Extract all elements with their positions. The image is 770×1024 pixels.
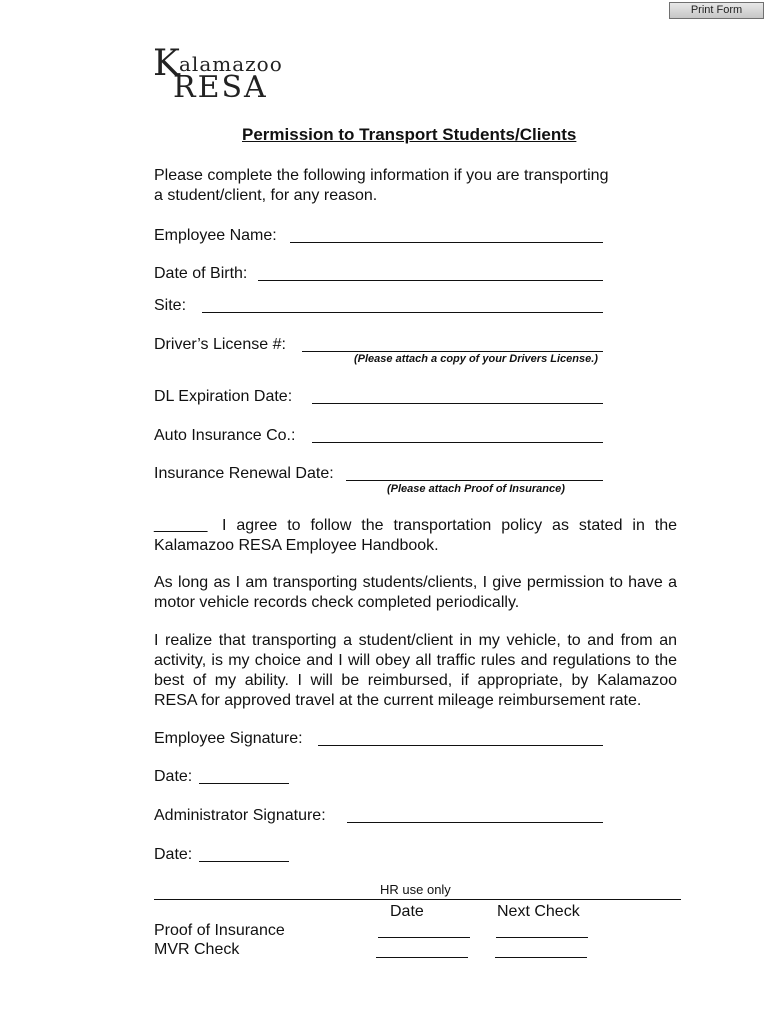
site-field[interactable] bbox=[202, 296, 603, 313]
intro-line-1: Please complete the following information if you are transporting bbox=[154, 167, 609, 184]
date-label-1: Date: bbox=[154, 768, 193, 785]
dob-field[interactable] bbox=[258, 264, 603, 281]
admin-signature-label: Administrator Signature: bbox=[154, 807, 326, 824]
intro-line-2: a student/client, for any reason. bbox=[154, 187, 378, 204]
logo-initial: K bbox=[153, 43, 180, 84]
agreement-blank[interactable]: ______ bbox=[154, 516, 208, 533]
hr-section bbox=[154, 880, 681, 970]
date-label-2: Date: bbox=[154, 846, 193, 863]
mvr-check-next-check-field[interactable] bbox=[495, 941, 587, 958]
dl-expiration-field[interactable] bbox=[312, 387, 603, 404]
auto-insurance-field[interactable] bbox=[312, 426, 603, 443]
hr-row-proof-label: Proof of Insurance bbox=[154, 922, 285, 939]
hr-row-mvr-label: MVR Check bbox=[154, 941, 240, 958]
kalamazoo-resa-logo bbox=[153, 43, 283, 105]
page-title: Permission to Transport Students/Clients bbox=[242, 125, 577, 144]
admin-signature-field[interactable] bbox=[347, 806, 603, 823]
hr-col-date: Date bbox=[390, 903, 424, 920]
insurance-note: (Please attach Proof of Insurance) bbox=[387, 483, 565, 495]
employee-signature-field[interactable] bbox=[318, 729, 603, 746]
logo-resa: RESA bbox=[173, 70, 268, 105]
mvr-permission-paragraph: As long as I am transporting students/clients, I give permission to have a motor vehicle records check completed periodically. bbox=[154, 574, 677, 611]
hr-col-next-check: Next Check bbox=[497, 903, 580, 920]
dl-expiration-label: DL Expiration Date: bbox=[154, 388, 293, 405]
hr-divider bbox=[154, 899, 681, 900]
agreement-line-1: I agree to follow the transportation policy as stated in the bbox=[222, 517, 677, 534]
proof-insurance-next-check-field[interactable] bbox=[496, 921, 588, 938]
insurance-renewal-label: Insurance Renewal Date: bbox=[154, 465, 334, 482]
date-field-1[interactable] bbox=[199, 767, 289, 784]
site-label: Site: bbox=[154, 297, 187, 314]
employee-name-label: Employee Name: bbox=[154, 227, 277, 244]
auto-insurance-label: Auto Insurance Co.: bbox=[154, 427, 296, 444]
agreement-line-2: Kalamazoo RESA Employee Handbook. bbox=[154, 537, 439, 554]
dob-label: Date of Birth: bbox=[154, 265, 248, 282]
date-field-2[interactable] bbox=[199, 845, 289, 862]
drivers-license-field[interactable] bbox=[302, 335, 603, 352]
policy-paragraph: I realize that transporting a student/client in my vehicle, to and from an activity, is my choice and I will obey all traffic rules and regulations to the best of my ability. I will be reimbursed, if appropriate, by Kalamazoo RESA for approved travel at the current mileage reimbursement rate. bbox=[154, 632, 677, 709]
employee-signature-label: Employee Signature: bbox=[154, 730, 303, 747]
print-form-button[interactable]: Print Form bbox=[669, 2, 764, 19]
proof-insurance-date-field[interactable] bbox=[378, 921, 470, 938]
mvr-check-date-field[interactable] bbox=[376, 941, 468, 958]
logo-name: alamazoo bbox=[179, 52, 283, 76]
employee-name-field[interactable] bbox=[290, 226, 603, 243]
insurance-renewal-field[interactable] bbox=[346, 464, 603, 481]
drivers-license-label: Driver’s License #: bbox=[154, 336, 286, 353]
license-note: (Please attach a copy of your Drivers License.) bbox=[354, 353, 598, 365]
hr-heading: HR use only bbox=[380, 882, 451, 897]
